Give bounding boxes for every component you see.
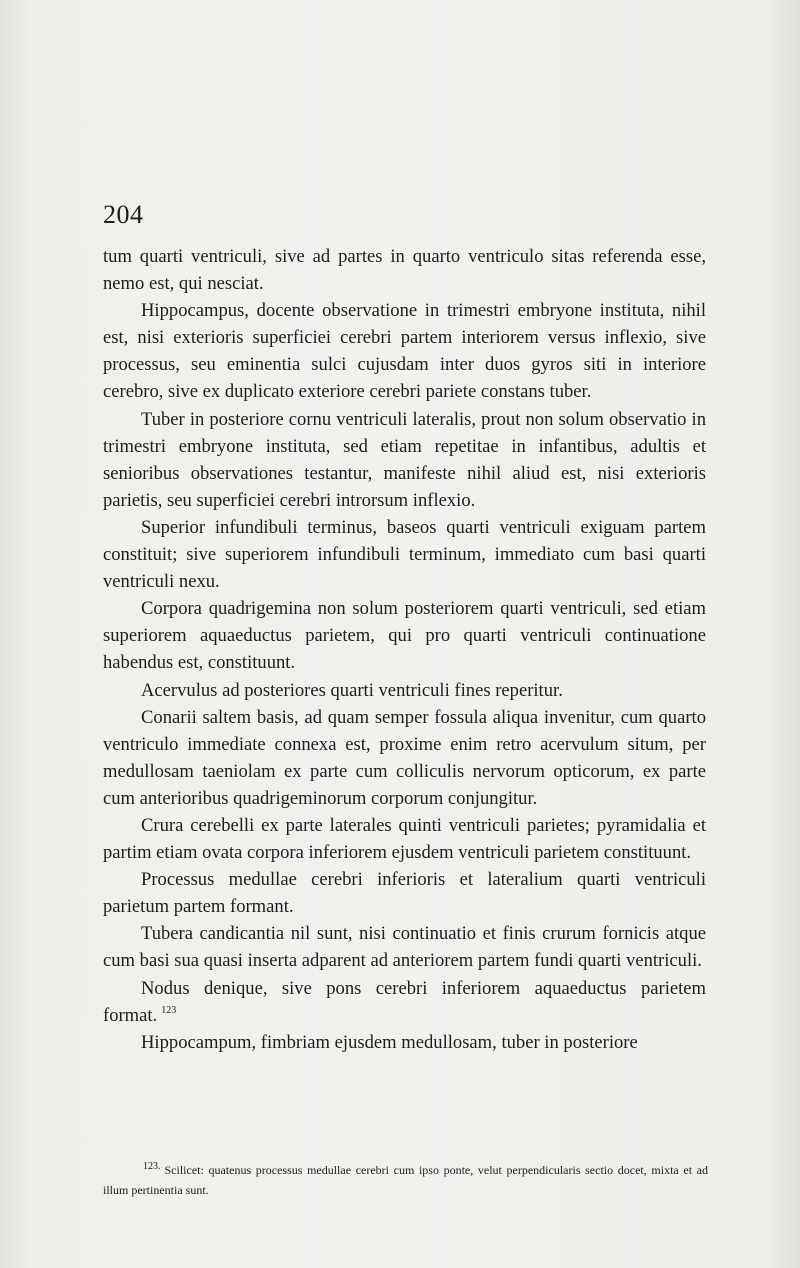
footnote-number: 123. xyxy=(143,1161,161,1172)
paragraph: Conarii saltem basis, ad quam semper fossula aliqua invenitur, cum quarto ventriculo immediate connexa est, proxime enim retro acervulum situm, per medullosam taeniolam ex parte cum colliculis nervorum opticorum, ex parte cum anterioribus quadrigeminorum corporum conjungitur. xyxy=(103,706,706,809)
footnote-reference: 123 xyxy=(161,1005,177,1017)
paragraph: Corpora quadrigemina non solum posteriorem quarti ventriculi, sed etiam superiorem aquaeductus parietem, qui pro quarti ventriculi continuatione habendus est, constituunt. xyxy=(103,598,706,674)
paragraph: Processus medullae cerebri inferioris et lateralium quarti ventriculi parietum partem formant. xyxy=(103,869,706,918)
paragraph: Hippocampum, fimbriam ejusdem medullosam, tuber in posteriore xyxy=(141,1031,638,1053)
page-number: 204 xyxy=(103,200,144,229)
paragraph: Superior infundibuli terminus, baseos quarti ventriculi exiguam partem constituit; sive superiorem infundibuli terminum, immediato cum basi quarti ventriculi nexu. xyxy=(103,516,706,593)
paragraph xyxy=(103,975,706,1029)
paragraph: tum quarti ventriculi, sive ad partes in quarto ventriculo sitas referenda esse, nemo est, qui nesciat. xyxy=(103,246,706,295)
footnote xyxy=(103,1160,708,1200)
paragraph: Tubera candicantia nil sunt, nisi continuatio et finis crurum fornicis atque cum basi sua quasi inserta adparent ad anteriorem partem fundi quarti ventriculi. xyxy=(103,923,706,972)
footnote-text: Scilicet: quatenus processus medullae cerebri cum ipso ponte, velut perpendicularis sectio docet, mixta et ad illum pertinentia sunt. xyxy=(103,1163,708,1197)
paragraph: Crura cerebelli ex parte laterales quinti ventriculi parietes; pyramidalia et partim etiam ovata corpora inferiorem ejusdem ventriculi parietem constituunt. xyxy=(103,814,706,864)
paragraph-text: Nodus denique, sive pons cerebri inferiorem aquaeductus parietem format. xyxy=(103,977,706,1026)
body-text xyxy=(103,243,706,1056)
paragraph: Acervulus ad posteriores quarti ventriculi fines reperitur. xyxy=(141,679,563,701)
paragraph: Tuber in posteriore cornu ventriculi lateralis, prout non solum observatio in trimestri embryone instituta, sed etiam repetitae in infantibus, adultis et senioribus observationes testantur, manifeste nihil aliud est, nisi exterioris parietis, seu superficiei cerebri introrsum inflexio. xyxy=(103,408,706,511)
paragraph: Hippocampus, docente observatione in trimestri embryone instituta, nihil est, nisi exterioris superficiei cerebri partem interiorem versus inflexio, sive processus, seu eminentia sulci cujusdam inter duos gyros siti in interiore cerebro, sive ex duplicato exteriore cerebri pariete constans tuber. xyxy=(103,300,706,403)
